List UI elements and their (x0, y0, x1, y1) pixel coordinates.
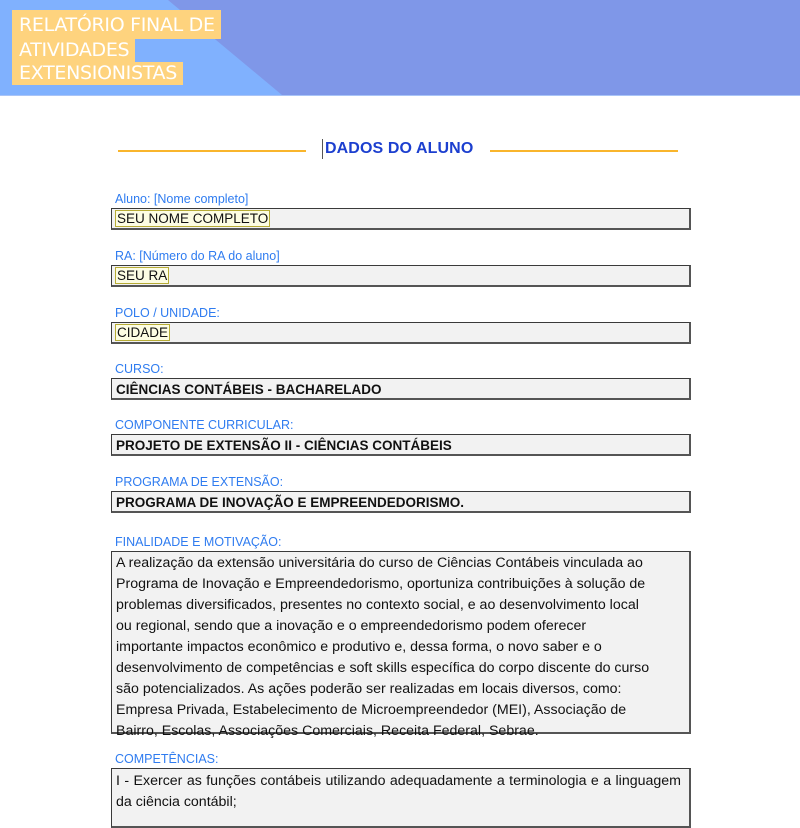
banner-divider (0, 95, 800, 96)
field-box-ra[interactable] (111, 265, 691, 287)
finalidade-line: importante impactos econômico e produtivo e, dessa forma, o novo saber e o (116, 639, 602, 655)
finalidade-text[interactable] (116, 553, 683, 742)
placeholder-ra[interactable]: SEU RA (117, 268, 168, 283)
finalidade-line: Bairro, Escolas, Associações Comerciais, Receita Federal, Sebrae. (116, 723, 539, 739)
finalidade-line: problemas diversificados, presentes no contexto social, e ao desenvolvimento local (116, 597, 639, 613)
text-cursor (322, 139, 323, 159)
field-box-aluno[interactable] (111, 208, 691, 230)
field-value-ra[interactable] (115, 267, 169, 285)
finalidade-line: desenvolvimento de competências e soft skills específica do corpo discente do curso (116, 660, 650, 676)
header-banner (0, 0, 800, 95)
field-label-polo: POLO / UNIDADE: (115, 306, 220, 320)
field-value-polo[interactable] (115, 324, 170, 342)
heading-rule-right (490, 150, 678, 152)
section-heading: DADOS DO ALUNO (325, 140, 474, 157)
field-label-competencias: COMPETÊNCIAS: (115, 752, 219, 766)
finalidade-line: ou regional, sendo que a inovação e o empreendedorismo podem oferecer (116, 618, 587, 634)
field-label-aluno: Aluno: [Nome completo] (115, 192, 249, 206)
banner-title-line-3: EXTENSIONISTAS (12, 62, 183, 85)
field-label-curso: CURSO: (115, 362, 164, 376)
field-value-componente[interactable]: PROJETO DE EXTENSÃO II - CIÊNCIAS CONTÁBEIS (116, 438, 452, 453)
field-label-ra: RA: [Número do RA do aluno] (115, 249, 280, 263)
field-box-curso[interactable] (111, 378, 691, 400)
field-value-programa[interactable]: PROGRAMA DE INOVAÇÃO E EMPREENDEDORISMO. (116, 495, 465, 510)
field-box-competencias[interactable] (111, 768, 691, 828)
field-label-finalidade: FINALIDADE E MOTIVAÇÃO: (115, 535, 282, 549)
field-value-aluno[interactable] (115, 210, 270, 228)
placeholder-aluno[interactable]: SEU NOME COMPLETO (117, 211, 269, 226)
heading-rule-left (118, 150, 306, 152)
field-label-componente: COMPONENTE CURRICULAR: (115, 418, 294, 432)
finalidade-line: Empresa Privada, Estabelecimento de Microempreendedor (MEI), Associação de (116, 702, 627, 718)
competencias-text[interactable]: I - Exercer as funções contábeis utilizando adequadamente a terminologia e a linguagem da ciência contábil; (116, 773, 681, 810)
finalidade-line: A realização da extensão universitária do curso de Ciências Contábeis vinculada ao (116, 555, 643, 571)
field-box-polo[interactable] (111, 322, 691, 344)
field-box-programa[interactable] (111, 491, 691, 513)
banner-title-line-1: RELATÓRIO FINAL DE (12, 10, 221, 39)
field-box-componente[interactable] (111, 434, 691, 456)
field-label-programa: PROGRAMA DE EXTENSÃO: (115, 475, 284, 489)
finalidade-line: são potencializados. As ações poderão ser realizadas em locais diversos, como: (116, 681, 622, 697)
finalidade-line: Programa de Inovação e Empreendedorismo, oportuniza contribuições à solução de (116, 576, 646, 592)
field-value-curso[interactable]: CIÊNCIAS CONTÁBEIS - BACHARELADO (116, 382, 382, 397)
field-box-finalidade[interactable] (111, 551, 691, 739)
placeholder-polo[interactable]: CIDADE (117, 325, 169, 340)
banner-title-line-2: ATIVIDADES (12, 39, 135, 62)
